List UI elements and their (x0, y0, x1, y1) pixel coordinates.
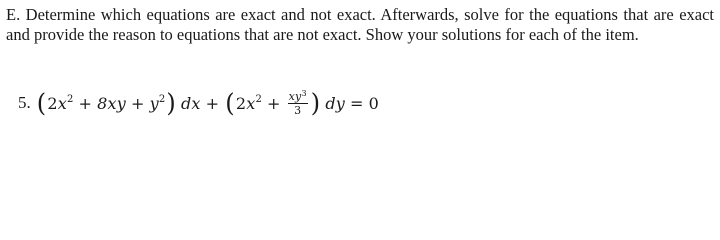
plus-sign: + (267, 93, 281, 113)
paren-open: ( (36, 88, 47, 118)
term-y2: $y^2$ (149, 93, 166, 113)
zero: 0 (368, 93, 380, 113)
paren-open: ( (225, 88, 235, 118)
dx: dx (180, 93, 201, 113)
instructions-text: E. Determine which equations are exact and not exact. Afterwards, solve for the equations that are exact and provide the reason to equations that are not exact. Show your solutions for each of the item. (6, 5, 714, 44)
plus-sign: + (205, 93, 220, 113)
term-2x2: $2x^2$ (47, 93, 74, 113)
fraction-denominator: 3 (294, 103, 302, 117)
paren-close: ) (166, 88, 176, 118)
dy: dy (325, 93, 346, 113)
fraction-xy3-over-3 (288, 88, 308, 117)
equals-sign: = (350, 93, 364, 113)
plus-sign: + (78, 93, 93, 113)
item-number: 5. (18, 93, 31, 112)
fraction-numerator: $xy^3$ (288, 88, 307, 103)
term-2x2: $2x^2$ (235, 93, 263, 113)
paren-close: ) (310, 88, 321, 118)
plus-sign: + (130, 93, 145, 113)
differential-equation (36, 88, 380, 118)
problem-item-5 (18, 86, 379, 120)
term-8xy: 8xy (97, 93, 126, 113)
